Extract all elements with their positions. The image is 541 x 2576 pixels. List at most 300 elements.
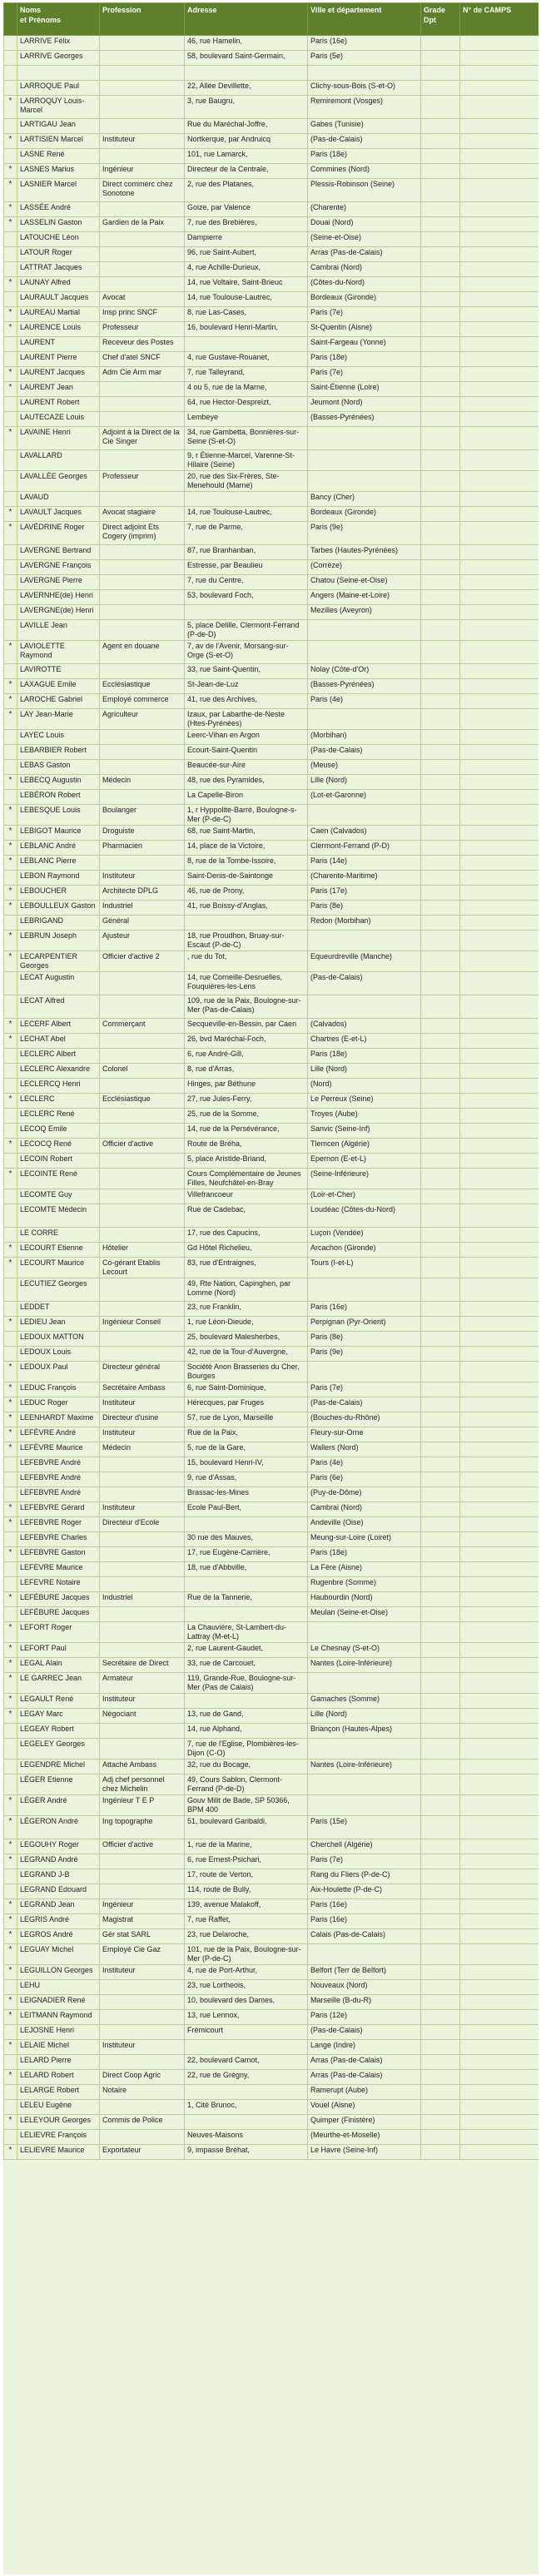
address-cell: 49, Rte Nation, Capinghen, par Lomme (Nord) <box>185 1278 308 1302</box>
city-cell <box>308 1362 421 1382</box>
camps-cell <box>460 81 539 96</box>
address-cell: 7, rue de l'Eglise, Plombières-les-Dijon (C-O) <box>185 1739 308 1760</box>
profession-cell <box>100 1034 185 1049</box>
grade-cell <box>421 1839 460 1854</box>
address-cell: 5, place Delille, Clermont-Ferrand (P-de-D) <box>185 620 308 641</box>
table-row <box>4 760 539 775</box>
grade-cell <box>421 1487 460 1502</box>
city-cell: (Côtes-du-Nord) <box>308 277 421 292</box>
city-cell: Gabes (Tunisie) <box>308 119 421 134</box>
profession-cell <box>100 2055 185 2070</box>
mark-cell <box>4 745 17 760</box>
city-cell <box>308 805 421 826</box>
profession-cell: Adm Cie Arm mar <box>100 367 185 382</box>
table-row <box>4 81 539 96</box>
table-row <box>4 826 539 841</box>
grade-cell <box>421 522 460 545</box>
name-cell: LEJOSNE Henri <box>17 2025 100 2040</box>
mark-cell <box>4 2085 17 2100</box>
camps-cell <box>460 397 539 412</box>
name-cell: LAVAINE Henri <box>17 427 100 450</box>
grade-cell <box>421 1019 460 1034</box>
mark-cell: * <box>4 2010 17 2025</box>
grade-cell <box>421 292 460 307</box>
table-row <box>4 901 539 916</box>
city-cell: (Puy-de-Dôme) <box>308 1487 421 1502</box>
address-cell: 26, bvd Maréchal-Foch, <box>185 1034 308 1049</box>
profession-cell: Instituteur <box>100 2040 185 2055</box>
address-cell <box>185 1694 308 1709</box>
camps-cell <box>460 352 539 367</box>
profession-cell <box>100 1622 185 1643</box>
grade-cell <box>421 307 460 322</box>
name-cell: LEFEBVRE Roger <box>17 1517 100 1532</box>
address-cell: Société Anon Brasseries du Cher, Bourges <box>185 1362 308 1382</box>
address-cell: Izaux, par Labarthe-de-Neste (Htes-Pyrénées) <box>185 709 308 730</box>
address-cell: Dampierre <box>185 232 308 247</box>
profession-cell <box>100 1124 185 1139</box>
grade-cell <box>421 1673 460 1694</box>
address-cell: 114, route de Bully, <box>185 1884 308 1899</box>
table-row <box>4 1965 539 1980</box>
mark-cell: * <box>4 202 17 217</box>
name-cell: LEBLANC André <box>17 841 100 856</box>
grade-cell <box>421 1347 460 1362</box>
name-cell: LELARD Pierre <box>17 2055 100 2070</box>
city-cell <box>308 1673 421 1694</box>
mark-cell <box>4 119 17 134</box>
grade-cell <box>421 972 460 995</box>
table-row <box>4 1064 539 1079</box>
address-cell: Frémicourt <box>185 2025 308 2040</box>
city-cell: Mezilles (Aveyron) <box>308 605 421 620</box>
address-cell: 1, r Hyppolite-Barré, Boulogne-s-Mer (P-de-C) <box>185 805 308 826</box>
address-cell: Rue de la Paix, <box>185 1427 308 1442</box>
city-cell: Paris (16e) <box>308 1899 421 1914</box>
address-cell: 46, rue de Prony, <box>185 886 308 901</box>
address-cell: 5, place Aristide-Briand, <box>185 1154 308 1169</box>
name-cell: LEIGNADIER René <box>17 1995 100 2010</box>
city-cell: (Seine-Inférieure) <box>308 1169 421 1189</box>
city-cell: Caen (Calvados) <box>308 826 421 841</box>
name-cell: LEBON Raymond <box>17 871 100 886</box>
table-row <box>4 277 539 292</box>
camps-cell <box>460 1243 539 1258</box>
grade-cell <box>421 2055 460 2070</box>
camps-cell <box>460 262 539 277</box>
city-cell: Quimper (Finistère) <box>308 2115 421 2130</box>
city-cell: Le Havre (Seine-Inf) <box>308 2145 421 2160</box>
city-cell <box>308 1795 421 1816</box>
city-cell: Nouveaux (Nord) <box>308 1980 421 1995</box>
profession-cell: Magistrat <box>100 1914 185 1929</box>
city-cell: Bancy (Cher) <box>308 492 421 507</box>
table-row <box>4 2100 539 2115</box>
city-cell: Bordeaux (Gironde) <box>308 507 421 522</box>
profession-cell: Avocat <box>100 292 185 307</box>
grade-cell <box>421 1442 460 1457</box>
profession-cell <box>100 1079 185 1094</box>
city-cell: Plessis-Robinson (Seine) <box>308 179 421 202</box>
address-cell: 22, boulevard Carnot, <box>185 2055 308 2070</box>
profession-cell: Notaire <box>100 2085 185 2100</box>
profession-cell <box>100 1487 185 1502</box>
table-row <box>4 679 539 694</box>
camps-cell <box>460 1397 539 1412</box>
city-cell: (Basses-Pyrénées) <box>308 412 421 427</box>
city-cell: Lille (Nord) <box>308 1709 421 1724</box>
name-cell: LECLERC René <box>17 1109 100 1124</box>
profession-cell <box>100 1980 185 1995</box>
grade-cell <box>421 1795 460 1816</box>
camps-cell <box>460 1899 539 1914</box>
table-row <box>4 337 539 352</box>
profession-cell <box>100 1302 185 1317</box>
mark-cell <box>4 760 17 775</box>
mark-cell <box>4 1760 17 1774</box>
profession-cell: Gér stat SARL <box>100 1929 185 1944</box>
table-row <box>4 1243 539 1258</box>
grade-cell <box>421 1592 460 1607</box>
camps-cell <box>460 1965 539 1980</box>
mark-cell: * <box>4 1362 17 1382</box>
mark-cell <box>4 397 17 412</box>
address-cell: Rue de Cadebac, <box>185 1204 308 1228</box>
grade-cell <box>421 590 460 605</box>
address-cell: 14, rue Toulouse-Lautrec, <box>185 507 308 522</box>
name-cell: LAVERGNE(de) Henri <box>17 605 100 620</box>
city-cell: Arras (Pas-de-Calais) <box>308 2070 421 2085</box>
mark-cell <box>4 471 17 492</box>
address-cell <box>185 1607 308 1622</box>
header-city: Ville et département <box>308 3 421 36</box>
camps-cell <box>460 1622 539 1643</box>
mark-cell <box>4 1109 17 1124</box>
mark-cell <box>4 1154 17 1169</box>
name-cell: LEGRAND André <box>17 1854 100 1869</box>
profession-cell <box>100 590 185 605</box>
camps-cell <box>460 1592 539 1607</box>
table-row <box>4 931 539 951</box>
name-cell: LEFÉBURE Jacques <box>17 1592 100 1607</box>
profession-cell <box>100 202 185 217</box>
mark-cell: * <box>4 931 17 951</box>
table-row <box>4 841 539 856</box>
mark-cell: * <box>4 841 17 856</box>
camps-cell <box>460 1914 539 1929</box>
mark-cell <box>4 605 17 620</box>
mark-cell <box>4 412 17 427</box>
table-row <box>4 412 539 427</box>
address-cell: Rue du Maréchal-Joffre, <box>185 119 308 134</box>
city-cell <box>308 1622 421 1643</box>
profession-cell: Adjoint à la Direct de la Cie Singer <box>100 427 185 450</box>
name-cell: LAURENT <box>17 337 100 352</box>
grade-cell <box>421 96 460 119</box>
camps-cell <box>460 1427 539 1442</box>
camps-cell <box>460 1109 539 1124</box>
grade-cell <box>421 1854 460 1869</box>
grade-cell <box>421 575 460 590</box>
table-row <box>4 1317 539 1332</box>
camps-cell <box>460 412 539 427</box>
camps-cell <box>460 217 539 232</box>
mark-cell: * <box>4 1709 17 1724</box>
city-cell: Clichy-sous-Bois (S-et-O) <box>308 81 421 96</box>
address-cell <box>185 337 308 352</box>
name-cell: LECOURT Etienne <box>17 1243 100 1258</box>
city-cell: Nantes (Loire-Inférieure) <box>308 1658 421 1673</box>
mark-cell: * <box>4 1914 17 1929</box>
profession-cell: Secrétaire Ambass <box>100 1382 185 1397</box>
name-cell: LEFORT Roger <box>17 1622 100 1643</box>
mark-cell <box>4 1064 17 1079</box>
city-cell: Lange (Indre) <box>308 2040 421 2055</box>
grade-cell <box>421 1397 460 1412</box>
name-cell: LEGRIS André <box>17 1914 100 1929</box>
grade-cell <box>421 1980 460 1995</box>
table-row <box>4 1362 539 1382</box>
table-row <box>4 292 539 307</box>
profession-cell: Armateur <box>100 1673 185 1694</box>
name-cell: LAVAUD <box>17 492 100 507</box>
table-row <box>4 2085 539 2100</box>
city-cell: (Pas-de-Calais) <box>308 972 421 995</box>
city-cell: Angers (Maine-et-Loire) <box>308 590 421 605</box>
camps-cell <box>460 1816 539 1839</box>
name-cell: LARTISIEN Marcel <box>17 134 100 149</box>
grade-cell <box>421 826 460 841</box>
camps-cell <box>460 1795 539 1816</box>
grade-cell <box>421 1124 460 1139</box>
profession-cell: Chef d'atel SNCF <box>100 352 185 367</box>
city-cell: (Meurthe-et-Moselle) <box>308 2130 421 2145</box>
name-cell: LEGAULT René <box>17 1694 100 1709</box>
name-cell: LEFEBVRE Gérard <box>17 1502 100 1517</box>
city-cell <box>308 709 421 730</box>
address-cell: 83, rue d'Entraignes, <box>185 1258 308 1278</box>
table-row <box>4 1079 539 1094</box>
address-cell: 2, rue Laurent-Gaudet, <box>185 1643 308 1658</box>
table-row <box>4 2130 539 2145</box>
address-cell: 17, route de Verton, <box>185 1869 308 1884</box>
city-cell: (Pas-de-Calais) <box>308 745 421 760</box>
name-cell: LAURENT Jacques <box>17 367 100 382</box>
address-cell <box>185 2040 308 2055</box>
table-row <box>4 1442 539 1457</box>
city-cell: Sanvic (Seine-Inf) <box>308 1124 421 1139</box>
camps-cell <box>460 232 539 247</box>
grade-cell <box>421 995 460 1019</box>
mark-cell: * <box>4 1965 17 1980</box>
address-cell: Nortkerque, par Andruicq <box>185 134 308 149</box>
name-cell: LEFEBVRE André <box>17 1472 100 1487</box>
city-cell: Tours (I-et-L) <box>308 1258 421 1278</box>
address-cell: 42, rue de la Tour-d'Auvergne, <box>185 1347 308 1362</box>
name-cell: LECLERCQ Henri <box>17 1079 100 1094</box>
mark-cell <box>4 2100 17 2115</box>
profession-cell: Officier d'active <box>100 1839 185 1854</box>
city-cell: Vouel (Aisne) <box>308 2100 421 2115</box>
address-cell: Hinges, par Béthune <box>185 1079 308 1094</box>
table-row <box>4 620 539 641</box>
name-cell: LECLERC Alexandre <box>17 1064 100 1079</box>
name-cell: LEGROS André <box>17 1929 100 1944</box>
camps-cell <box>460 2025 539 2040</box>
member-directory-page <box>3 2 539 2574</box>
camps-cell <box>460 1472 539 1487</box>
address-cell: 8, rue d'Arras, <box>185 1064 308 1079</box>
profession-cell <box>100 1109 185 1124</box>
camps-cell <box>460 2145 539 2160</box>
profession-cell: Receveur des Postes <box>100 337 185 352</box>
name-cell: LELEYOUR Georges <box>17 2115 100 2130</box>
address-cell: 109, rue de la Paix, Boulogne-sur-Mer (Pas-de-Calais) <box>185 995 308 1019</box>
profession-cell: Médecin <box>100 775 185 790</box>
camps-cell <box>460 1694 539 1709</box>
table-row <box>4 66 539 81</box>
table-row <box>4 1347 539 1362</box>
address-cell: 14, place de la Victoire, <box>185 841 308 856</box>
grade-cell <box>421 1457 460 1472</box>
address-cell: 7, av de l'Avenir, Morsang-sur-Orge (S-et-O) <box>185 641 308 664</box>
grade-cell <box>421 1139 460 1154</box>
mark-cell <box>4 1204 17 1228</box>
city-cell: La Fère (Aisne) <box>308 1562 421 1577</box>
address-cell: 9, rue d'Assas, <box>185 1472 308 1487</box>
city-cell: Wallers (Nord) <box>308 1442 421 1457</box>
table-row <box>4 694 539 709</box>
grade-cell <box>421 1774 460 1795</box>
name-cell: LEBECQ Augustin <box>17 775 100 790</box>
table-row <box>4 1139 539 1154</box>
grade-cell <box>421 1562 460 1577</box>
profession-cell <box>100 81 185 96</box>
grade-cell <box>421 367 460 382</box>
table-row <box>4 1673 539 1694</box>
mark-cell: * <box>4 367 17 382</box>
profession-cell: Commerçant <box>100 1019 185 1034</box>
city-cell: (Calvados) <box>308 1019 421 1034</box>
grade-cell <box>421 492 460 507</box>
name-cell: LAUREAU Martial <box>17 307 100 322</box>
grade-cell <box>421 1643 460 1658</box>
camps-cell <box>460 664 539 679</box>
mark-cell <box>4 149 17 164</box>
table-row <box>4 1457 539 1472</box>
table-row <box>4 307 539 322</box>
table-row <box>4 1980 539 1995</box>
camps-cell <box>460 164 539 179</box>
camps-cell <box>460 96 539 119</box>
address-cell: 14, rue Toulouse-Lautrec, <box>185 292 308 307</box>
mark-cell <box>4 2055 17 2070</box>
name-cell: LASNES Marius <box>17 164 100 179</box>
mark-cell: * <box>4 217 17 232</box>
mark-cell: * <box>4 951 17 972</box>
profession-cell <box>100 397 185 412</box>
camps-cell <box>460 1760 539 1774</box>
city-cell: (Bouches-du-Rhône) <box>308 1412 421 1427</box>
name-cell: LECUTIEZ Georges <box>17 1278 100 1302</box>
address-cell <box>185 492 308 507</box>
name-cell: LEFEBVRE Charles <box>17 1532 100 1547</box>
name-cell: LATOUCHE Léon <box>17 232 100 247</box>
name-cell: LAURENCE Louis <box>17 322 100 337</box>
camps-cell <box>460 605 539 620</box>
camps-cell <box>460 694 539 709</box>
camps-cell <box>460 901 539 916</box>
table-row <box>4 217 539 232</box>
profession-cell: Colonel <box>100 1064 185 1079</box>
address-cell: 22, Allée Devillette, <box>185 81 308 96</box>
grade-cell <box>421 1317 460 1332</box>
name-cell: LECLERC Albert <box>17 1049 100 1064</box>
mark-cell <box>4 1774 17 1795</box>
address-cell: 9, impasse Bréhat, <box>185 2145 308 2160</box>
camps-cell <box>460 427 539 450</box>
address-cell <box>185 66 308 81</box>
grade-cell <box>421 51 460 66</box>
name-cell: LEDOUX Paul <box>17 1362 100 1382</box>
camps-cell <box>460 507 539 522</box>
city-cell: (Pas-de-Calais) <box>308 2025 421 2040</box>
profession-cell: Exportateur <box>100 2145 185 2160</box>
profession-cell: Ing topographe <box>100 1816 185 1839</box>
city-cell: Aix-Houlette (P-de-C) <box>308 1884 421 1899</box>
profession-cell <box>100 2010 185 2025</box>
name-cell: LÉGERON André <box>17 1816 100 1839</box>
table-row <box>4 96 539 119</box>
grade-cell <box>421 760 460 775</box>
grade-cell <box>421 1382 460 1397</box>
name-cell: LEFEBVRE André <box>17 1457 100 1472</box>
city-cell: Meung-sur-Loire (Loiret) <box>308 1532 421 1547</box>
grade-cell <box>421 1472 460 1487</box>
city-cell <box>308 1774 421 1795</box>
table-row <box>4 134 539 149</box>
camps-cell <box>460 951 539 972</box>
profession-cell: Ingénieur Conseil <box>100 1317 185 1332</box>
table-row <box>4 1427 539 1442</box>
table-row <box>4 1839 539 1854</box>
grade-cell <box>421 2040 460 2055</box>
address-cell: 5, rue de la Gare, <box>185 1442 308 1457</box>
profession-cell: Industriel <box>100 1592 185 1607</box>
address-cell: Leerc-Vihan en Argon <box>185 730 308 745</box>
profession-cell: Ecclésiastique <box>100 1094 185 1109</box>
city-cell: Marseille (B-du-R) <box>308 1995 421 2010</box>
table-row <box>4 2070 539 2085</box>
city-cell: Haubourdin (Nord) <box>308 1592 421 1607</box>
grade-cell <box>421 805 460 826</box>
mark-cell <box>4 972 17 995</box>
address-cell: 14, rue Corneille-Desruelles, Fouquières-les-Lens <box>185 972 308 995</box>
grade-cell <box>421 1427 460 1442</box>
mark-cell: * <box>4 1929 17 1944</box>
mark-cell: * <box>4 1658 17 1673</box>
city-cell: Fleury-sur-Orne <box>308 1427 421 1442</box>
address-cell: 48, rue des Pyramides, <box>185 775 308 790</box>
address-cell: 49, Cours Sablon, Clermont-Ferrand (P-de-D) <box>185 1774 308 1795</box>
camps-cell <box>460 1258 539 1278</box>
address-cell: 25, boulevard Malesherbes, <box>185 1332 308 1347</box>
grade-cell <box>421 2070 460 2085</box>
city-cell <box>308 66 421 81</box>
name-cell: LECOMTE Médecin <box>17 1204 100 1228</box>
table-row <box>4 1899 539 1914</box>
camps-cell <box>460 1457 539 1472</box>
